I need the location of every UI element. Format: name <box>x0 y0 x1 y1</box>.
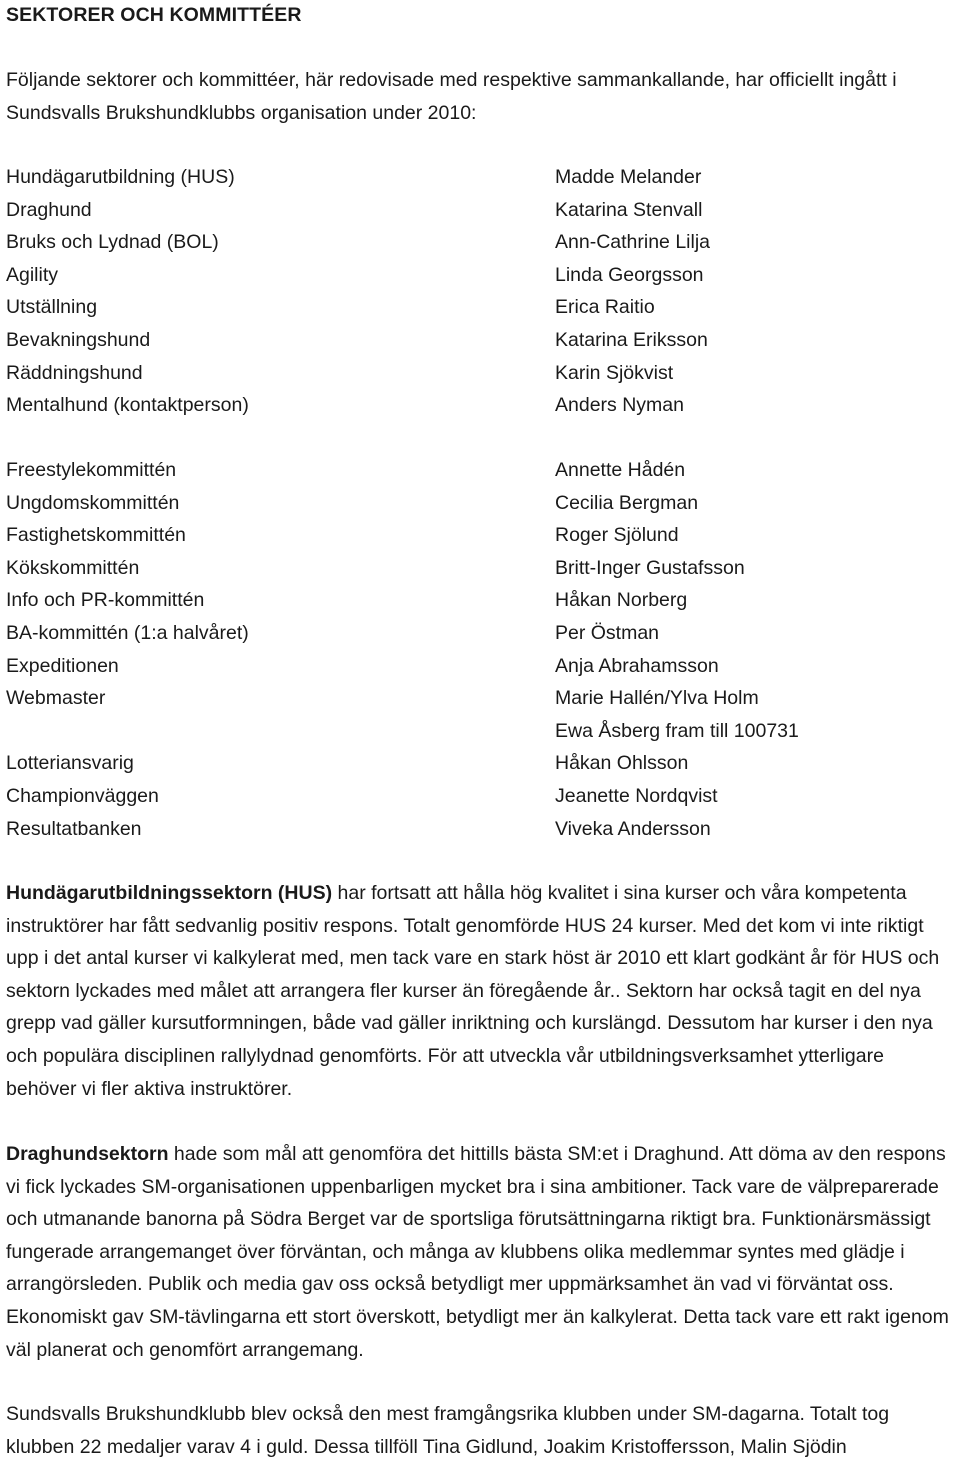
page-title: SEKTORER OCH KOMMITTÉER <box>6 4 302 26</box>
draghund-paragraph-text: hade som mål att genomföra det hittills bästa SM:et i Draghund. Att döma av den respons vi fick lyckades SM-organisationen uppenbarligen mycket bra i sina ambitioner. Tack vare de välpreparerade och utmanande banorna på Södra Berget var de sportsliga förutsättningarna riktigt bra. Funktionärsmässigt fungerade arrangemanget över förväntan, och många av klubbens olika medlemmar syntes med glädje i arrangörsleden. Publik och media gav oss också betydligt mer uppmärksamhet än vad vi förväntat oss. Ekonomiskt gav SM-tävlingarna ett stort överskott, betydligt mer än kalkylerat. Detta tack vare ett rakt igenom väl planerat och genomfört arrangemang. <box>6 1143 949 1361</box>
sector-person: Linda Georgsson <box>555 263 704 286</box>
sector-person: Anders Nyman <box>555 394 684 417</box>
committee-person: Annette Hådén <box>555 459 686 481</box>
sector-person: Katarina Eriksson <box>555 328 708 351</box>
committee-person: Håkan Ohlsson <box>555 752 689 775</box>
committee-name: Expeditionen <box>6 654 119 677</box>
committee-person: Cecilia Bergman <box>555 491 699 514</box>
committee-person: Marie Hallén/Ylva Holm <box>555 687 759 710</box>
committee-name: Kökskommittén <box>6 556 140 579</box>
hus-paragraph-text: har fortsatt att hålla hög kvalitet i sina kurser och våra kompetenta instruktörer har fått sedvanlig positiv respons. Totalt genomförde HUS 24 kurser. Med det kom vi inte riktigt upp i det antal kurser vi kalkylerat med, men tack vare en stark höst är 2010 ett klart godkänt år för HUS och sektorn lyckades med målet att arrangera fler kurser än föregående år.. Sektorn har också tagit en del nya grepp vad gäller kursutformningen, både vad gäller inriktning och kurslängd. Dessutom har kurser i den nya och populära disciplinen rallylydnad genomförts. För att utveckla vår utbildningsverksamhet ytterligare behöver vi fler aktiva instruktörer. <box>6 882 940 1100</box>
committee-person: Roger Sjölund <box>555 524 679 547</box>
draghund-paragraph <box>6 1138 958 1366</box>
committee-person: Håkan Norberg <box>555 589 688 612</box>
sector-person: Katarina Stenvall <box>555 198 703 221</box>
sector-name: Räddningshund <box>6 361 143 384</box>
committee-name: Webmaster <box>6 687 106 710</box>
sector-name: Utställning <box>6 296 98 319</box>
sector-name: Hundägarutbildning (HUS) <box>6 166 235 188</box>
committee-name: Freestylekommittén <box>6 459 177 481</box>
committee-person-list <box>555 454 799 845</box>
sector-person-list <box>555 161 710 422</box>
committee-name <box>6 715 249 748</box>
sector-name: Bruks och Lydnad (BOL) <box>6 231 219 254</box>
committee-name: Lotteriansvarig <box>6 752 134 775</box>
sector-name: Mentalhund (kontaktperson) <box>6 394 249 417</box>
sector-name-list <box>6 161 249 422</box>
intro-paragraph: Följande sektorer och kommittéer, här redovisade med respektive sammankallande, har officiellt ingått i Sundsvalls Brukshundklubbs organisation under 2010: <box>6 69 897 124</box>
committee-person: Jeanette Nordqvist <box>555 784 718 807</box>
sector-person: Erica Raitio <box>555 296 655 319</box>
draghund-paragraph-lead: Draghundsektorn <box>6 1143 169 1165</box>
committee-name-list <box>6 454 249 845</box>
committee-person: Anja Abrahamsson <box>555 654 719 677</box>
committee-person: Per Östman <box>555 621 660 644</box>
sm-paragraph <box>6 1398 958 1463</box>
sector-person: Ann-Cathrine Lilja <box>555 231 711 254</box>
committee-person: Britt-Inger Gustafsson <box>555 556 745 579</box>
committee-person: Viveka Andersson <box>555 817 711 840</box>
committee-name: Fastighetskommittén <box>6 524 186 547</box>
committee-name: Championväggen <box>6 784 159 807</box>
committee-person: Ewa Åsberg fram till 100731 <box>555 719 799 742</box>
sector-name: Agility <box>6 263 59 286</box>
hus-paragraph-lead: Hundägarutbildningssektorn (HUS) <box>6 882 333 904</box>
sm-paragraph-text: Sundsvalls Brukshundklubb blev också den mest framgångsrika klubben under SM-dagarna. Totalt tog klubben 22 medaljer varav 4 i guld. Dessa tillföll Tina Gidlund, Joakim Kristoffersson, Malin Sjödin <box>6 1403 890 1458</box>
committee-name: BA-kommittén (1:a halvåret) <box>6 621 249 644</box>
sector-name: Bevakningshund <box>6 328 151 351</box>
sector-person: Madde Melander <box>555 166 702 188</box>
committee-name: Resultatbanken <box>6 817 142 840</box>
sector-name: Draghund <box>6 198 92 221</box>
committee-name: Info och PR-kommittén <box>6 589 205 612</box>
sector-person: Karin Sjökvist <box>555 361 674 384</box>
hus-paragraph <box>6 877 958 1105</box>
committee-name: Ungdomskommittén <box>6 491 180 514</box>
